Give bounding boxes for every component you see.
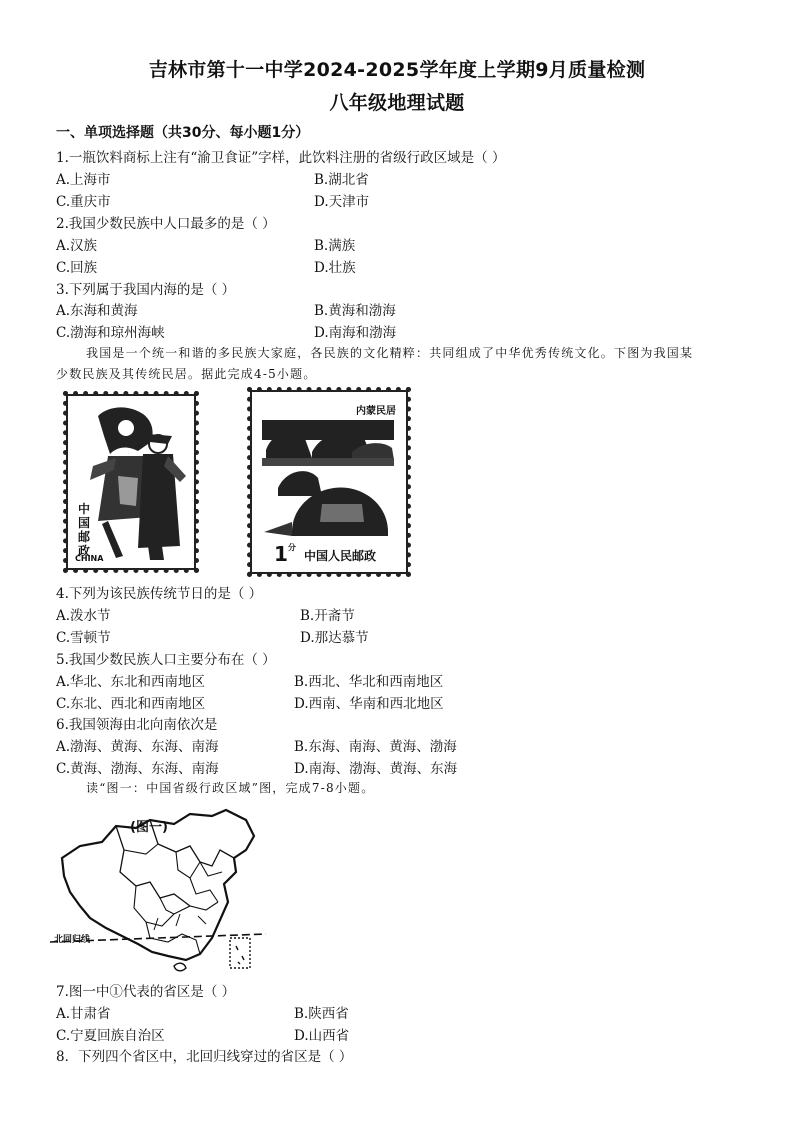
page-title: 吉林市第十一中学2024-2025学年度上学期9月质量检测	[148, 59, 646, 81]
question-stem: 6.我国领海由北向南依次是	[56, 717, 218, 733]
option-b: B.西北、华北和西南地区	[294, 674, 444, 690]
stamp-top-label: 内蒙民居	[356, 406, 396, 417]
option-a: A.渤海、黄海、东海、南海	[56, 739, 219, 755]
option-c: C.重庆市	[56, 194, 111, 210]
option-a: A.泼水节	[56, 608, 111, 624]
option-d: D.南海、渤海、黄海、东海	[294, 761, 458, 777]
stamp-value-number: 1	[274, 542, 288, 566]
tropic-of-cancer-label: 北回归线	[54, 935, 91, 945]
option-a: A.甘肃省	[56, 1006, 111, 1022]
question-stem: 7.图一中①代表的省区是（ ）	[56, 984, 236, 1000]
stamp-value	[274, 542, 296, 566]
option-b: B.开斋节	[300, 608, 355, 624]
option-c: C.宁夏回族自治区	[56, 1028, 165, 1044]
page-subtitle: 八年级地理试题	[329, 92, 465, 114]
option-a: A.汉族	[56, 238, 98, 254]
question-stem: 4.下列为该民族传统节日的是（ ）	[56, 586, 263, 602]
option-c: C.黄海、渤海、东海、南海	[56, 761, 219, 777]
option-b: B.满族	[314, 238, 356, 254]
option-b: B.东海、南海、黄海、渤海	[294, 739, 457, 755]
question-stem: 8．下列四个省区中，北回归线穿过的省区是（ ）	[56, 1049, 353, 1065]
option-b: B.陕西省	[294, 1006, 349, 1022]
map-label: (图一)	[130, 820, 168, 835]
option-d: D.壮族	[314, 260, 356, 276]
option-a: A.东海和黄海	[56, 303, 138, 319]
intro-text: 少数民族及其传统民居。据此完成4-5小题。	[56, 367, 317, 381]
option-c: C.回族	[56, 260, 98, 276]
stamp-value-unit: 分	[287, 543, 296, 552]
option-a: A.上海市	[56, 172, 111, 188]
stamp-brand: CHINA	[75, 554, 104, 563]
option-c: C.东北、西北和西南地区	[56, 696, 206, 712]
section-heading: 一、单项选择题（共30分、每小题1分）	[56, 125, 310, 141]
option-c: C.渤海和琼州海峡	[56, 325, 165, 341]
china-province-map	[50, 806, 270, 976]
intro-text: 读“图一：中国省级行政区域”图，完成7-8小题。	[86, 781, 375, 795]
option-b: B.湖北省	[314, 172, 369, 188]
option-d: D.山西省	[294, 1028, 350, 1044]
stamp-yurt	[250, 390, 408, 574]
option-c: C.雪顿节	[56, 630, 111, 646]
question-stem: 2.我国少数民族中人口最多的是（ ）	[56, 216, 276, 232]
option-d: D.西南、华南和西北地区	[294, 696, 444, 712]
option-d: D.天津市	[314, 194, 370, 210]
question-stem: 3.下列属于我国内海的是（ ）	[56, 282, 236, 298]
question-stem: 1.一瓶饮料商标上注有“渝卫食证”字样，此饮料注册的省级行政区域是（ ）	[56, 150, 506, 166]
option-a: A.华北、东北和西南地区	[56, 674, 206, 690]
stamp-ethnic-dancers	[66, 394, 196, 570]
option-d: D.那达慕节	[300, 630, 369, 646]
stamp-bottom-label: 中国人民邮政	[304, 549, 377, 563]
question-stem: 5.我国少数民族人口主要分布在（ ）	[56, 652, 276, 668]
stamp-vertical-text: 中国邮政	[78, 502, 91, 558]
option-b: B.黄海和渤海	[314, 303, 396, 319]
intro-text: 我国是一个统一和谐的多民族大家庭，各民族的文化精粹：共同组成了中华优秀传统文化。下图为我国某	[86, 346, 694, 360]
option-d: D.南海和渤海	[314, 325, 397, 341]
